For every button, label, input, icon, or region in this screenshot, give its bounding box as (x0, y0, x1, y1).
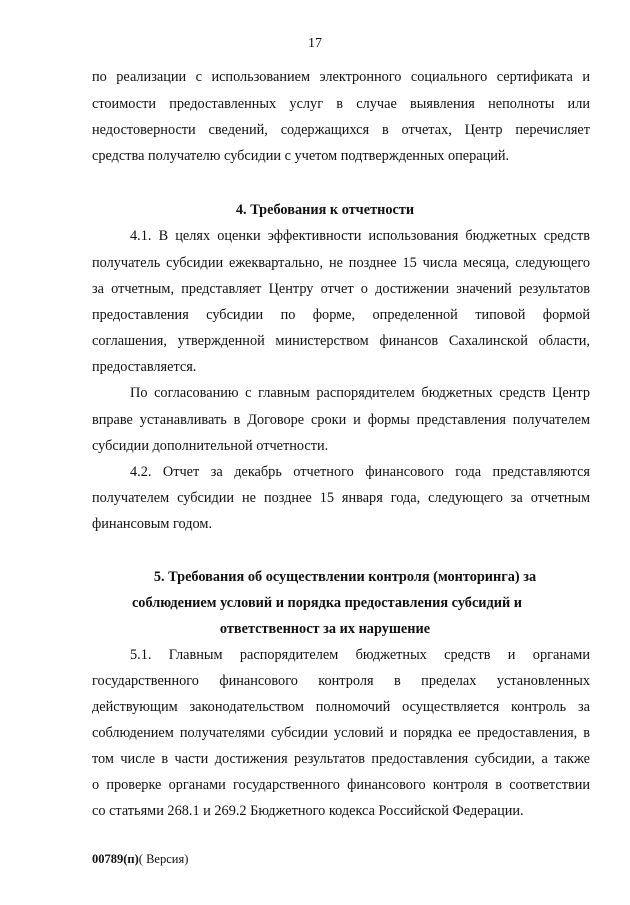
paragraph-line: за отчетным, представляет Центру отчет о достижении значений результатов (92, 281, 590, 297)
document-version: ( Версия) (138, 852, 189, 866)
paragraph-line: соглашения, утвержденной министерством финансов Сахалинской области, (92, 333, 590, 349)
paragraph-line: том числе в части достижения результатов предоставления субсидии, а также (92, 751, 590, 767)
paragraph-line: средства получателю субсидии с учетом подтвержденных операций. (92, 148, 510, 164)
paragraph-line: о проверке органами государственного финансового контроля в соответствии (92, 777, 590, 793)
paragraph-line: вправе устанавливать в Договоре сроки и формы представления получателем (92, 412, 590, 428)
paragraph-line: финансовым годом. (92, 516, 213, 532)
paragraph-line: по реализации с использованием электронного социального сертификата и (92, 69, 590, 85)
paragraph-line: предоставляется. (92, 359, 197, 375)
paragraph-line: получателем субсидии не позднее 15 января года, следующего за отчетным (92, 490, 590, 506)
paragraph-line: со статьями 268.1 и 269.2 Бюджетного кодекса Российской Федерации. (92, 803, 524, 819)
document-code: 00789(п) (92, 852, 139, 866)
section-5-heading-line: соблюдением условий и порядка предоставления субсидий и (131, 595, 523, 611)
section-5-heading-line: ответственност за их нарушение (219, 621, 431, 637)
paragraph-line: 4.2. Отчет за декабрь отчетного финансового года представляются (130, 464, 590, 480)
section-4-heading: 4. Требования к отчетности (235, 202, 415, 218)
paragraph-line: субсидии дополнительной отчетности. (92, 438, 329, 454)
paragraph-line: недостоверности сведений, содержащихся в отчетах, Центр перечисляет (92, 122, 590, 138)
paragraph-line: предоставления субсидии по форме, определенной типовой формой (92, 307, 590, 323)
paragraph-line: 4.1. В целях оценки эффективности использования бюджетных средств (130, 228, 590, 244)
document-footer (92, 852, 188, 867)
paragraph-line: стоимости предоставленных услуг в случае выявления неполноты или (92, 96, 590, 112)
paragraph-line: получатель субсидии ежеквартально, не позднее 15 числа месяца, следующего (92, 255, 590, 271)
paragraph-line: государственного финансового контроля в пределах установленных (92, 673, 590, 689)
paragraph-line: 5.1. Главным распорядителем бюджетных средств и органами (130, 647, 590, 663)
paragraph-line: соблюдением получателями субсидии условий и порядка ее предоставления, в (92, 725, 590, 741)
paragraph-line: По согласованию с главным распорядителем бюджетных средств Центр (130, 385, 590, 401)
page-number: 17 (308, 36, 322, 51)
paragraph-line: действующим законодательством полномочий осуществляется контроль за (92, 699, 590, 715)
section-5-heading-line: 5. Требования об осуществлении контроля (монторинга) за (153, 569, 537, 585)
